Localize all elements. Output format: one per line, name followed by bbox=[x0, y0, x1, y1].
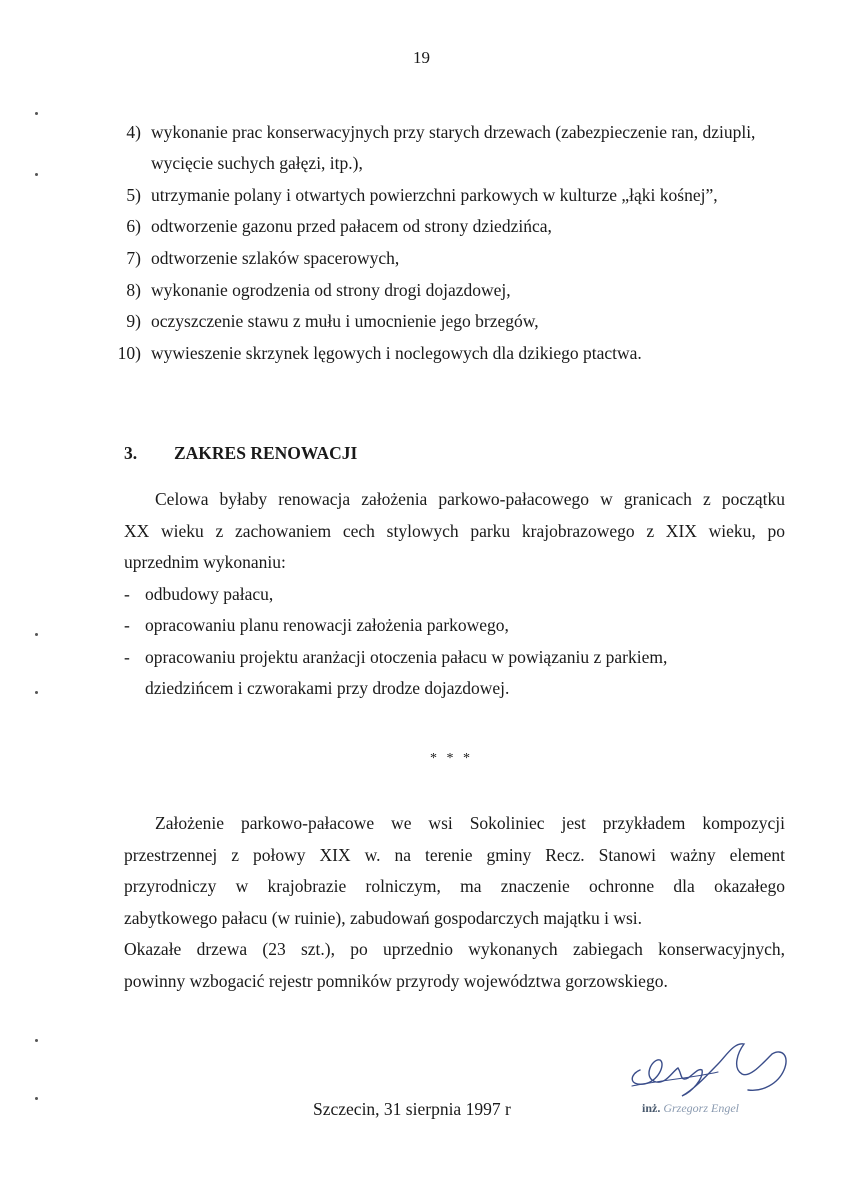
list-item-number: 7) bbox=[126, 248, 141, 268]
bullet-text: opracowaniu projektu aranżacji otoczenia pałacu w powiązaniu z parkiem, bbox=[145, 647, 668, 667]
paragraph-line: zabytkowego pałacu (w ruinie), zabudowań gospodarczych majątku i wsi. bbox=[124, 908, 643, 928]
name-stamp bbox=[642, 1101, 739, 1116]
scan-artifact-dot bbox=[35, 1097, 38, 1100]
bullet-text-continuation: dziedzińcem i czworakami przy drodze dojazdowej. bbox=[145, 678, 510, 698]
paragraph-line: uprzednim wykonaniu: bbox=[124, 552, 286, 572]
list-item-text: oczyszczenie stawu z mułu i umocnienie jego brzegów, bbox=[151, 311, 539, 331]
section-title: ZAKRES RENOWACJI bbox=[174, 443, 358, 463]
stamp-name: Grzegorz Engel bbox=[663, 1101, 740, 1115]
paragraph-line: powinny wzbogacić rejestr pomników przyrody województwa gorzowskiego. bbox=[124, 971, 668, 991]
paragraph-line: przestrzennej z połowy XIX w. na terenie gminy Recz. Stanowi ważny element bbox=[124, 845, 785, 865]
list-item-number: 9) bbox=[126, 311, 141, 331]
bullet-dash: - bbox=[124, 615, 130, 635]
paragraph-line: Założenie parkowo-pałacowe we wsi Sokoliniec jest przykładem kompozycji bbox=[155, 813, 785, 833]
list-item-number: 8) bbox=[126, 280, 141, 300]
list-item-number: 4) bbox=[126, 122, 141, 142]
list-item-text: wykonanie prac konserwacyjnych przy starych drzewach (zabezpieczenie ran, dziupli, bbox=[151, 122, 756, 142]
list-item-number: 6) bbox=[126, 216, 141, 236]
scan-artifact-dot bbox=[35, 173, 38, 176]
scan-artifact-dot bbox=[35, 691, 38, 694]
section-number: 3. bbox=[124, 443, 138, 463]
list-item-text: odtworzenie szlaków spacerowych, bbox=[151, 248, 400, 268]
scan-artifact-dot bbox=[35, 633, 38, 636]
stamp-title: inż. bbox=[642, 1101, 661, 1115]
list-item-number: 10) bbox=[117, 343, 141, 363]
list-item-text: utrzymanie polany i otwartych powierzchni parkowych w kulturze „łąki kośnej”, bbox=[151, 185, 718, 205]
paragraph-line: Okazałe drzewa (23 szt.), po uprzednio wykonanych zabiegach konserwacyjnych, bbox=[124, 939, 785, 959]
scan-artifact-dot bbox=[35, 1039, 38, 1042]
bullet-text: opracowaniu planu renowacji założenia parkowego, bbox=[145, 615, 509, 635]
handwritten-signature bbox=[622, 1034, 797, 1104]
paragraph-line: przyrodniczy w krajobrazie rolniczym, ma znaczenie ochronne dla okazałego bbox=[124, 876, 785, 896]
bullet-dash: - bbox=[124, 647, 130, 667]
section-separator: * * * bbox=[430, 751, 473, 766]
bullet-text: odbudowy pałacu, bbox=[145, 584, 274, 604]
scan-artifact-dot bbox=[35, 112, 38, 115]
place-date: Szczecin, 31 sierpnia 1997 r bbox=[313, 1099, 511, 1119]
page-number: 19 bbox=[413, 48, 430, 67]
list-item-text: wykonanie ogrodzenia od strony drogi dojazdowej, bbox=[151, 280, 511, 300]
list-item-text: wycięcie suchych gałęzi, itp.), bbox=[151, 153, 363, 173]
list-item-text: odtworzenie gazonu przed pałacem od strony dziedzińca, bbox=[151, 216, 552, 236]
list-item-text: wywieszenie skrzynek lęgowych i noclegowych dla dzikiego ptactwa. bbox=[151, 343, 642, 363]
paragraph-line: XX wieku z zachowaniem cech stylowych parku krajobrazowego z XIX wieku, po bbox=[124, 521, 785, 541]
paragraph-line: Celowa byłaby renowacja założenia parkowo-pałacowego w granicach z początku bbox=[155, 489, 785, 509]
list-item-number: 5) bbox=[126, 185, 141, 205]
bullet-dash: - bbox=[124, 584, 130, 604]
